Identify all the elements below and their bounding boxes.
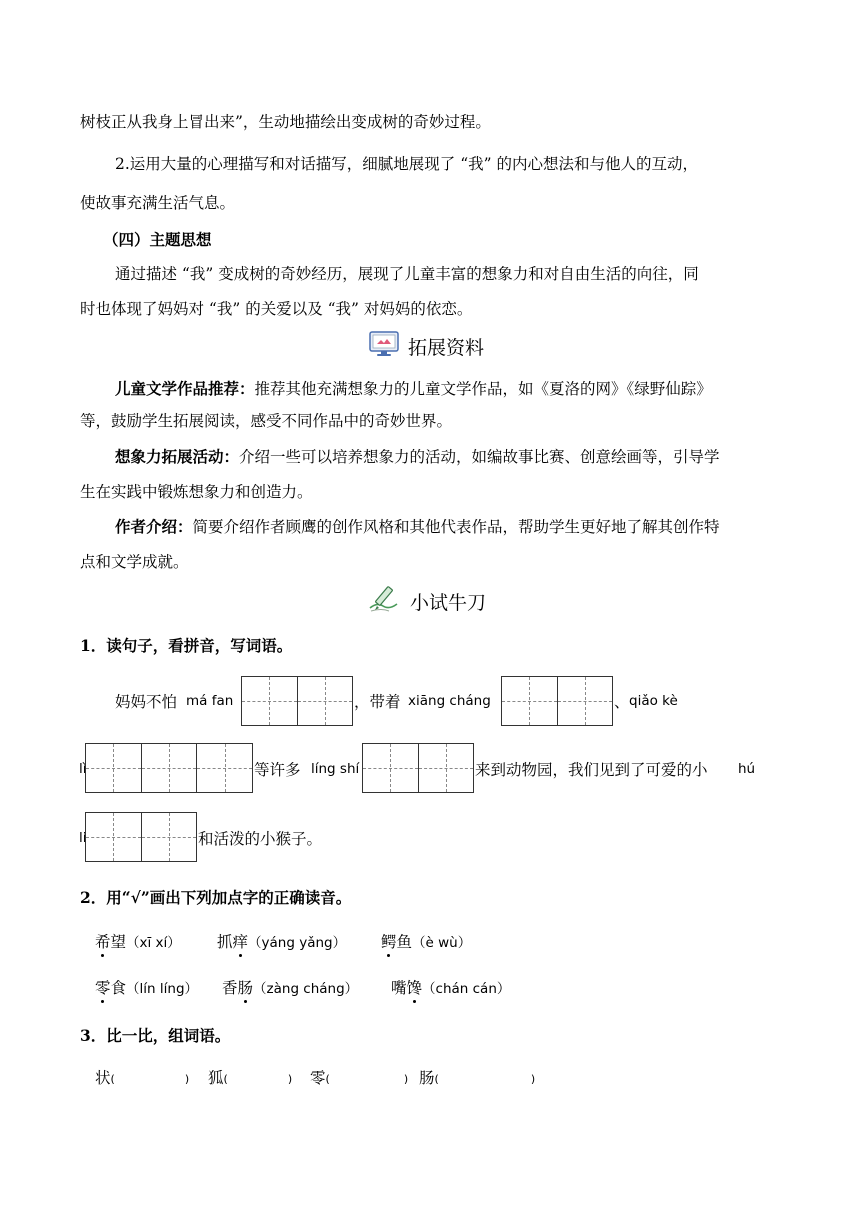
writing-cell[interactable]: [142, 744, 198, 792]
q1-writing-box-5[interactable]: [85, 812, 197, 862]
pen-writing-icon: [367, 584, 403, 614]
q3-item-2: 狐( ): [208, 1069, 293, 1087]
writing-cell[interactable]: [502, 677, 558, 725]
extension-item-activities: [115, 445, 720, 467]
q1-writing-box-4[interactable]: [362, 743, 474, 793]
writing-cell[interactable]: [197, 744, 252, 792]
dotted-char: 希: [95, 933, 111, 951]
extension-item-activities-text: 介绍一些可以培养想象力的活动，如编故事比赛、创意绘画等，引导学: [239, 448, 720, 466]
extension-item-author-label: 作者介绍：: [115, 517, 193, 536]
writing-cell[interactable]: [363, 744, 419, 792]
extension-item-activities-cont: 生在实践中锻炼想象力和创造力。: [80, 483, 313, 501]
paragraph-theme: 通过描述 “我” 变成树的奇妙经历，展现了儿童丰富的想象力和对自由生活的向往，同: [115, 265, 699, 283]
writing-cell[interactable]: [86, 813, 142, 861]
extension-item-books-label: 儿童文学作品推荐：: [115, 379, 255, 398]
q1-pinyin-5: hú: [738, 761, 756, 777]
q1-pinyin-3: qiǎo kè: [629, 693, 678, 709]
dotted-char: 鳄: [381, 933, 397, 951]
q1-text-5: 来到动物园，我们见到了可爱的小: [475, 761, 708, 779]
q1-writing-box-3[interactable]: [85, 743, 253, 793]
writing-cell[interactable]: [142, 813, 197, 861]
paragraph-writing-technique: 2.运用大量的心理描写和对话描写，细腻地展现了 “我” 的内心想法和与他人的互动，: [115, 155, 698, 173]
q1-writing-box-1[interactable]: [241, 676, 353, 726]
dotted-char: 零: [95, 979, 111, 997]
q2-item: 零食（lín líng）: [95, 979, 199, 997]
dotted-char: 痒: [232, 933, 249, 951]
question-2-title: 2．用“√”画出下列加点字的正确读音。: [80, 888, 352, 907]
q2-pinyin-options[interactable]: （xī xí）: [126, 935, 181, 951]
q1-text-3: 、: [614, 693, 630, 711]
extension-item-activities-label: 想象力拓展活动：: [115, 447, 240, 466]
dotted-char: 肠: [237, 979, 254, 997]
dotted-char: 馋: [406, 979, 423, 997]
q2-pinyin-options[interactable]: （chán cán）: [422, 981, 511, 997]
section-heading-practice: 小试牛刀: [410, 592, 487, 614]
q3-item-3: 零( ): [310, 1069, 409, 1087]
q1-pinyin-2: xiāng cháng: [408, 693, 491, 709]
monitor-icon: [369, 331, 399, 357]
question-1-title: 1．读句子，看拼音，写词语。: [80, 636, 293, 655]
paragraph-theme-cont: 时也体现了妈妈对 “我” 的关爱以及 “我” 对妈妈的依恋。: [80, 300, 473, 318]
q1-pinyin-1: má fan: [186, 693, 234, 709]
q1-pinyin-3-cont: lì: [79, 761, 87, 777]
extension-item-author: [115, 515, 720, 537]
q1-pinyin-5-cont: li: [79, 830, 87, 846]
section-heading-theme: （四）主题思想: [103, 230, 212, 249]
q1-text-2: ，带着: [354, 693, 401, 711]
writing-cell[interactable]: [558, 677, 613, 725]
extension-item-author-text: 简要介绍作者顾鹰的创作风格和其他代表作品，帮助学生更好地了解其创作特: [192, 518, 720, 536]
q3-item-1: 状( ): [95, 1069, 190, 1087]
q1-text-4: 等许多: [254, 761, 301, 779]
q2-pinyin-options[interactable]: （yáng yǎng）: [248, 935, 347, 951]
paragraph-writing-technique-cont: 使故事充满生活气息。: [80, 194, 236, 212]
q3-item-4: 肠( ): [419, 1069, 536, 1087]
q2-item: 鳄鱼（è wù）: [381, 933, 472, 951]
q2-item: 嘴馋（chán cán）: [391, 979, 511, 997]
q2-pinyin-options[interactable]: （è wù）: [412, 935, 472, 951]
writing-cell[interactable]: [86, 744, 142, 792]
writing-cell[interactable]: [419, 744, 474, 792]
q1-text-6: 和活泼的小猴子。: [198, 830, 323, 848]
extension-item-books: [115, 377, 712, 399]
q2-item: 抓痒（yáng yǎng）: [217, 933, 347, 951]
q2-item: 希望（xī xí）: [95, 933, 181, 951]
q1-writing-box-2[interactable]: [501, 676, 613, 726]
question-3-title: 3．比一比，组词语。: [80, 1026, 231, 1045]
extension-item-author-cont: 点和文学成就。: [80, 553, 189, 571]
q1-text-1: 妈妈不怕: [115, 693, 178, 711]
writing-cell[interactable]: [298, 677, 353, 725]
q2-pinyin-options[interactable]: （lín líng）: [126, 981, 199, 997]
section-heading-extension: 拓展资料: [408, 337, 485, 359]
q2-pinyin-options[interactable]: （zàng cháng）: [253, 981, 359, 997]
paragraph-tail: 树枝正从我身上冒出来”，生动地描绘出变成树的奇妙过程。: [80, 113, 491, 131]
writing-cell[interactable]: [242, 677, 298, 725]
q2-item: 香肠（zàng cháng）: [222, 979, 359, 997]
extension-item-books-text: 推荐其他充满想象力的儿童文学作品，如《夏洛的网》《绿野仙踪》: [254, 380, 712, 398]
extension-item-books-cont: 等，鼓励学生拓展阅读，感受不同作品中的奇妙世界。: [80, 412, 453, 430]
q1-pinyin-4: líng shí: [311, 761, 360, 777]
